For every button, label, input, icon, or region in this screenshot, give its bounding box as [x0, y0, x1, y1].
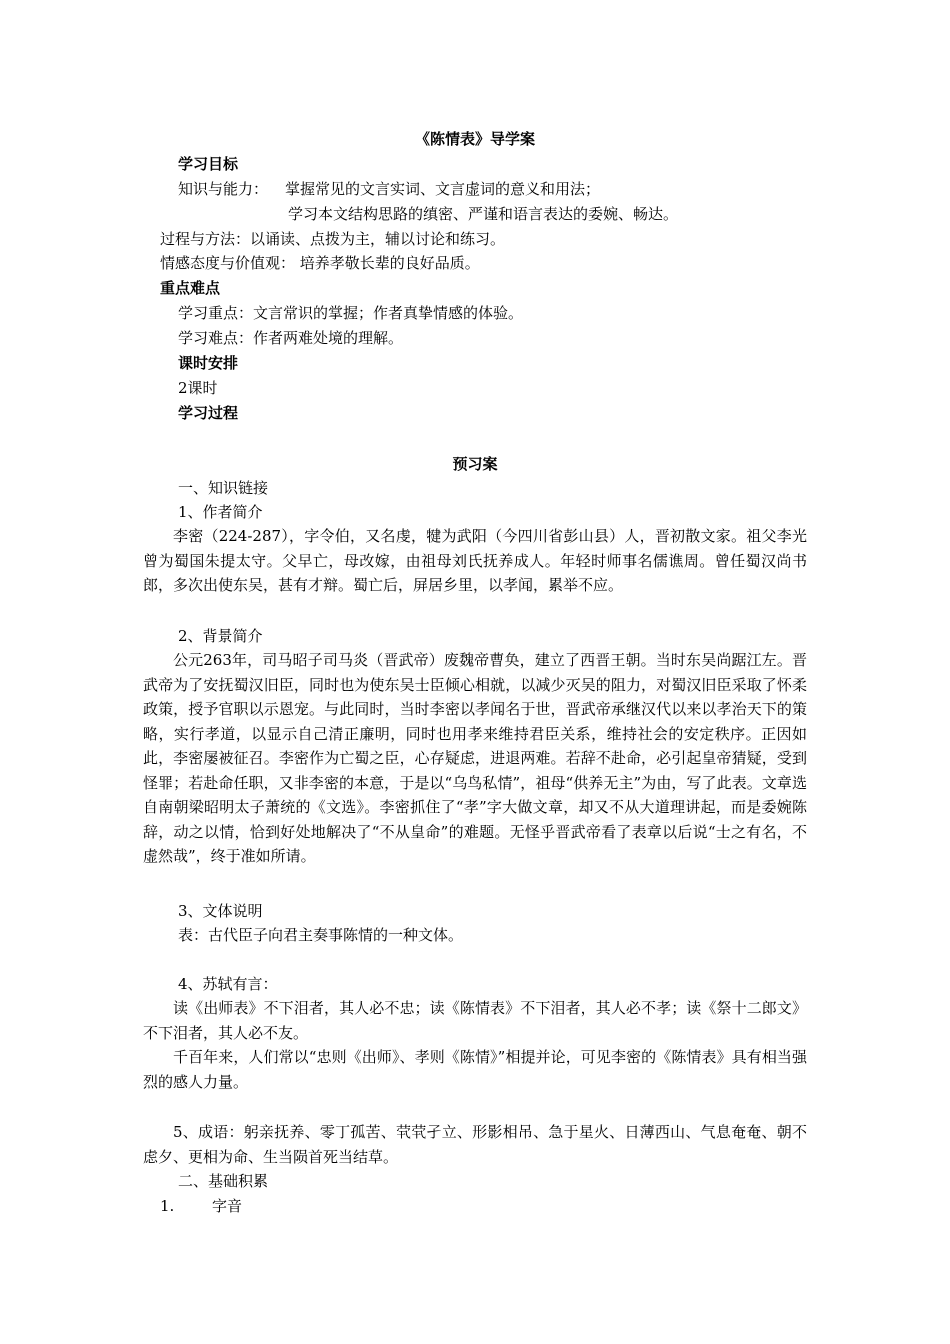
- goal-process: 过程与方法：以诵读、点拨为主，辅以讨论和练习。: [160, 230, 506, 248]
- basic-accumulation-heading: 二、基础积累: [178, 1172, 269, 1190]
- schedule-value: 2课时: [178, 379, 218, 397]
- knowledge-link-heading: 一、知识链接: [178, 479, 269, 497]
- list-item-label: 字音: [212, 1197, 243, 1215]
- goal-knowledge-label: 知识与能力：: [178, 180, 269, 198]
- background-text: 公元263年，司马昭子司马炎（晋武帝）废魏帝曹奂，建立了西晋王朝。当时东吴尚踞江左。晋武帝为了安抚蜀汉旧臣，同时也为使东吴士臣倾心相就，以减少灭吴的阻力，对蜀汉旧臣采取了怀柔政策，授予官职以示恩宠。与此同时，当时李密以孝闻名于世，晋武帝承继汉代以来以孝治天下的策略，实行孝道，以显示自己清正廉明，同时也用孝来维持君臣关系，维持社会的安定秩序。正因如此，李密屡被征召。李密作为亡蜀之臣，心存疑虑，进退两难。若辞不赴命，必引起皇帝猜疑，受到怪罪；若赴命任职，又非李密的本意，于是以“乌鸟私情”，祖母“供养无主”为由，写了此表。文章选自南朝梁昭明太子萧统的《文选》。李密抓住了“孝”字大做文章，却又不从大道理讲起，而是委婉陈辞，动之以情，恰到好处地解决了“不从皇命”的难题。无怪乎晋武帝看了表章以后说“士之有名，不虚然哉”，终于准如所请。: [143, 651, 807, 865]
- genre-heading: 3、文体说明: [178, 902, 263, 920]
- goal-knowledge-line-1: 掌握常见的文言实词、文言虚词的意义和用法；: [285, 180, 601, 198]
- difficult-point: 学习难点：作者两难处境的理解。: [178, 329, 404, 347]
- page-title: 《陈情表》导学案: [414, 130, 535, 148]
- schedule-heading: 课时安排: [178, 354, 239, 372]
- sushi-heading: 4、苏轼有言：: [178, 975, 278, 993]
- author-heading: 1、作者简介: [178, 503, 263, 521]
- process-heading: 学习过程: [178, 404, 239, 422]
- goal-knowledge-line-2: 学习本文结构思路的缜密、严谨和语言表达的委婉、畅达。: [288, 205, 679, 223]
- goal-emotion: 情感态度与价值观： 培养孝敬长辈的良好品质。: [160, 254, 480, 272]
- author-text: 李密（224-287），字令伯，又名虔，犍为武阳（今四川省彭山县）人，晋初散文家。祖父李光曾为蜀国朱提太守。父早亡，母改嫁，由祖母刘氏抚养成人。年轻时师事名儒谯周。曾任蜀汉尚书郎，多次出使东吴，甚有才辩。蜀亡后，屏居乡里，以孝闻，累举不应。: [143, 527, 807, 594]
- genre-text: 表：古代臣子向君主奏事陈情的一种文体。: [178, 926, 464, 944]
- idioms-text: 5、成语：躬亲抚养、零丁孤苦、茕茕孑立、形影相吊、急于星火、日薄西山、气息奄奄、朝不虑夕、更相为命、生当陨首死当结草。: [143, 1123, 807, 1166]
- background-heading: 2、背景简介: [178, 627, 263, 645]
- list-item-number: 1.: [160, 1197, 175, 1215]
- preview-heading: 预习案: [452, 455, 498, 473]
- key-point: 学习重点：文言常识的掌握；作者真挚情感的体验。: [178, 304, 524, 322]
- goals-heading: 学习目标: [178, 155, 239, 173]
- sushi-quote: 读《出师表》不下泪者，其人必不忠；读《陈情表》不下泪者，其人必不孝；读《祭十二郎文》不下泪者，其人必不友。: [143, 999, 807, 1042]
- key-heading: 重点难点: [160, 279, 221, 297]
- sushi-comment: 千百年来，人们常以“忠则《出师》、孝则《陈情》”相提并论，可见李密的《陈情表》具有相当强烈的感人力量。: [143, 1048, 807, 1091]
